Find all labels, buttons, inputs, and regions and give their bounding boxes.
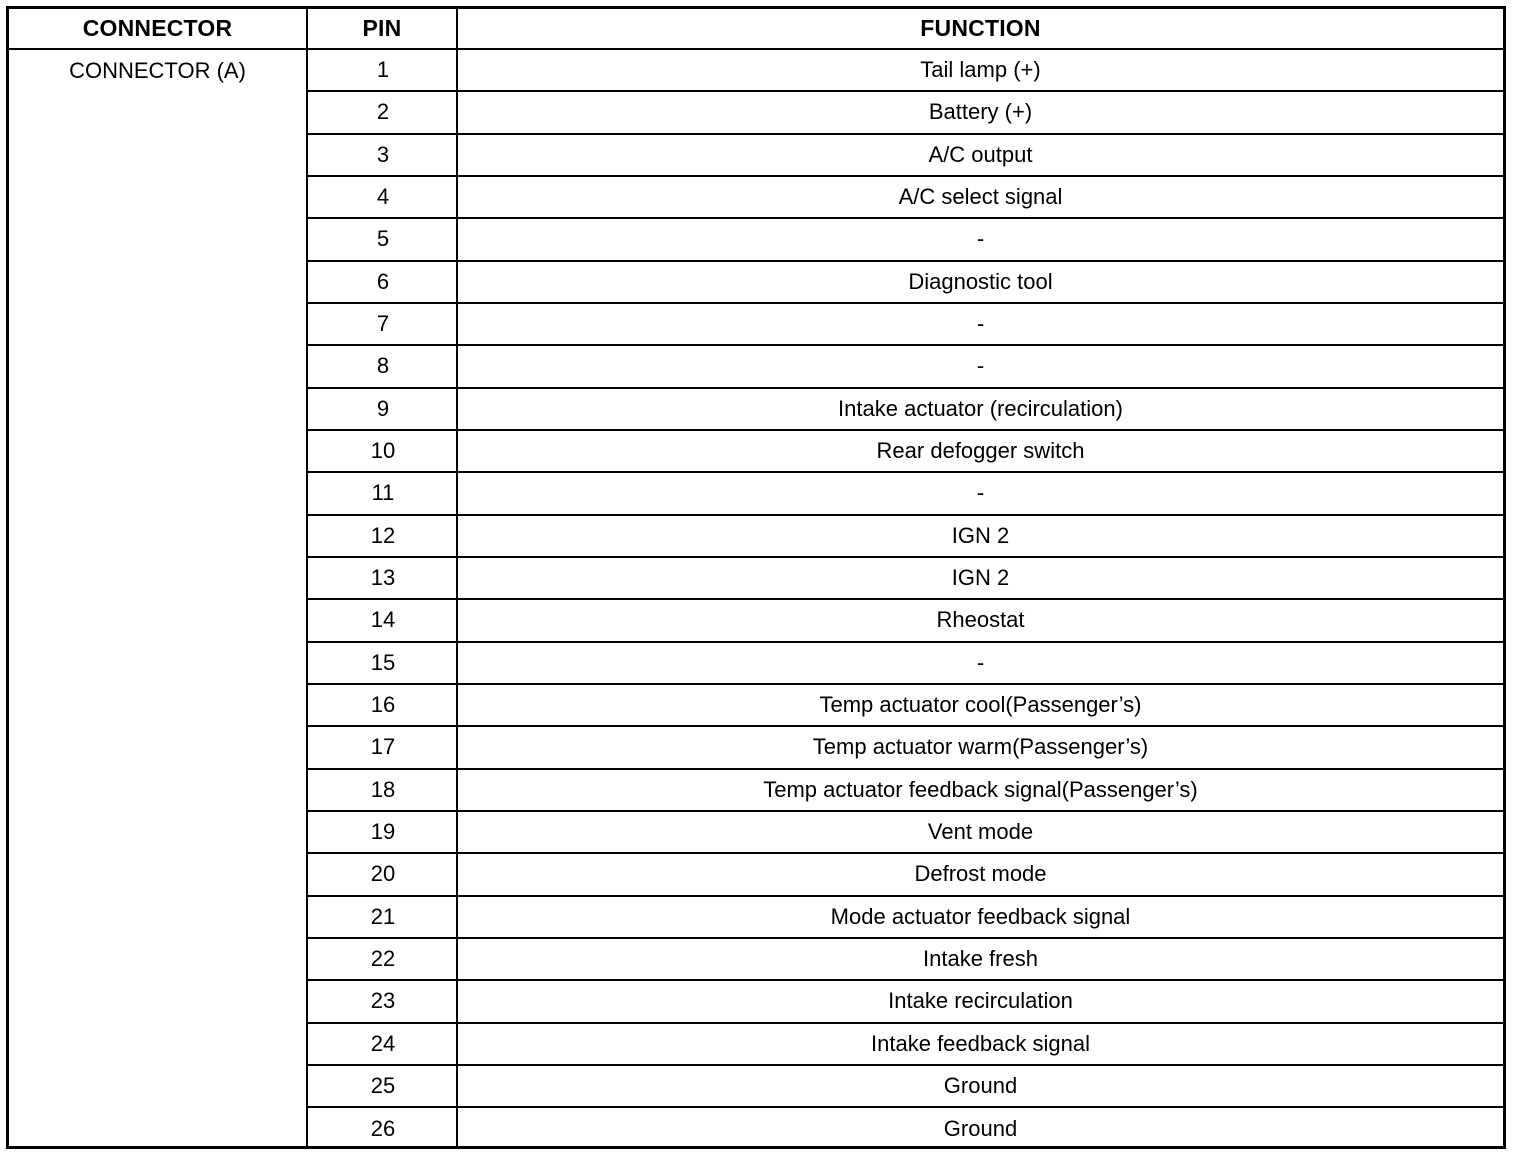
function-cell: A/C output [928,141,1033,167]
connector-column [9,9,308,1146]
table-row [308,939,1503,981]
pin-cell: 21 [370,903,396,929]
pin-cell: 18 [370,776,396,802]
connector-pin-table [6,6,1506,1149]
table-body [308,50,1503,1151]
pin-cell: 1 [376,57,390,83]
pin-cell: 12 [370,522,396,548]
pin-cell: 6 [376,268,390,294]
pin-cell: 11 [371,480,395,506]
table-row [308,92,1503,134]
table-row [308,1024,1503,1066]
function-cell: Diagnostic tool [908,268,1053,294]
function-cell: Temp actuator cool(Passenger’s) [819,692,1142,718]
pin-cell: 7 [376,311,390,337]
function-cell: - [976,311,985,337]
table-row [308,346,1503,388]
table-row [308,473,1503,515]
function-cell: Vent mode [927,819,1034,845]
table-row [308,304,1503,346]
function-cell: Battery (+) [928,99,1033,125]
pin-cell: 15 [370,649,396,675]
table-row [308,516,1503,558]
table-row [308,770,1503,812]
pin-cell: 25 [370,1073,396,1099]
function-cell: Tail lamp (+) [920,57,1041,83]
header-function: FUNCTION [458,9,1503,50]
table-row [308,812,1503,854]
table-row [308,135,1503,177]
table-row [308,643,1503,685]
function-cell: - [976,226,985,252]
function-cell: Intake recirculation [888,988,1073,1014]
function-cell: IGN 2 [951,565,1010,591]
function-cell: - [976,649,985,675]
pin-cell: 23 [370,988,396,1014]
pin-cell: 16 [370,692,396,718]
pin-cell: 3 [376,141,390,167]
function-cell: - [976,480,985,506]
pin-cell: 19 [370,819,396,845]
table-row [308,897,1503,939]
pin-cell: 20 [370,861,396,887]
table-row [308,558,1503,600]
table-row [308,262,1503,304]
table-row [308,219,1503,261]
function-cell: Ground [943,1116,1018,1142]
function-cell: Rear defogger switch [876,438,1085,464]
function-cell: A/C select signal [898,184,1063,210]
function-cell: Temp actuator warm(Passenger’s) [812,734,1149,760]
function-cell: Rheostat [936,607,1025,633]
pin-cell: 24 [370,1030,396,1056]
header-pin: PIN [308,9,456,50]
pin-cell: 17 [370,734,396,760]
function-cell: IGN 2 [951,522,1010,548]
function-cell: Intake feedback signal [871,1030,1090,1056]
pin-cell: 14 [370,607,396,633]
table-row [308,854,1503,896]
pin-cell: 2 [376,99,390,125]
table-row [308,727,1503,769]
pin-cell: 9 [376,395,390,421]
function-cell: Mode actuator feedback signal [830,903,1131,929]
pin-cell: 10 [370,438,396,464]
connector-label: CONNECTOR (A) [69,58,246,83]
function-cell: Ground [943,1073,1018,1099]
table-row [308,600,1503,642]
table-row [308,389,1503,431]
table-row [308,685,1503,727]
function-cell: Temp actuator feedback signal(Passenger’s) [763,776,1198,802]
table-row [308,50,1503,92]
table-row [308,431,1503,473]
table-row [308,1108,1503,1150]
pin-cell: 13 [370,565,396,591]
table-row [308,177,1503,219]
pin-cell: 8 [376,353,390,379]
header-connector: CONNECTOR [9,9,306,50]
pin-cell: 26 [370,1116,396,1142]
pin-cell: 4 [376,184,390,210]
function-cell: Intake actuator (recirculation) [838,395,1123,421]
table-row [308,1066,1503,1108]
pin-cell: 22 [370,946,396,972]
function-cell: Intake fresh [923,946,1038,972]
function-cell: Defrost mode [914,861,1047,887]
pin-cell: 5 [376,226,390,252]
table-row [308,981,1503,1023]
function-cell: - [976,353,985,379]
